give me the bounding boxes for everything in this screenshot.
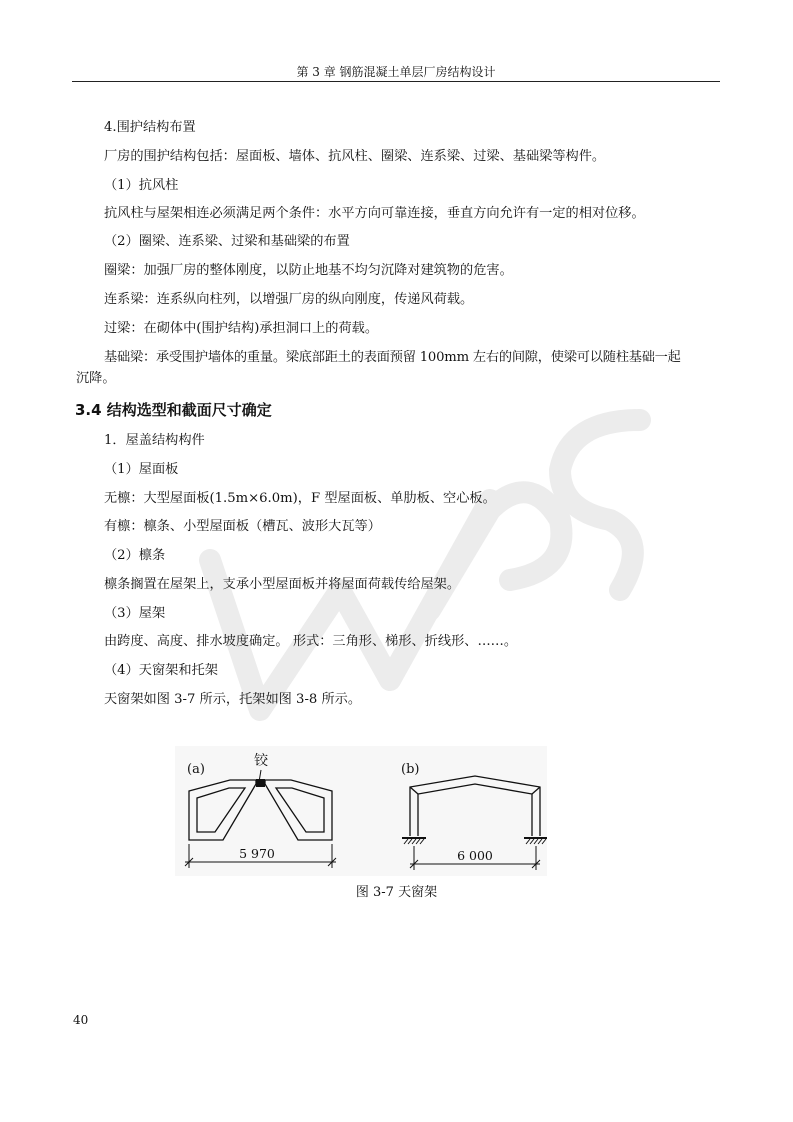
paragraph-truss-heading: （3）屋架 bbox=[104, 606, 166, 621]
figure-caption: 图 3-7 天窗架 bbox=[355, 885, 438, 900]
hinge-label: 铰 bbox=[254, 753, 268, 769]
paragraph-tie-beam: 连系梁：连系纵向柱列，以增强厂房的纵向刚度，传递风荷载。 bbox=[104, 292, 474, 307]
paragraph-enclosure-heading: 4.围护结构布置 bbox=[104, 120, 196, 135]
page-number: 40 bbox=[73, 1013, 89, 1027]
paragraph-roof-slab-heading: （1）屋面板 bbox=[104, 462, 179, 477]
paragraph-wind-column-text: 抗风柱与屋架相连必须满足两个条件：水平方向可靠连接，垂直方向允许有一定的相对位移。 bbox=[104, 206, 645, 221]
paragraph-foundation-beam: 基础梁：承受围护墙体的重量。梁底部距土的表面预留 100mm 左右的间隙，使梁可以随柱基础一起 bbox=[104, 350, 681, 365]
dimension-a-text: 5 970 bbox=[239, 846, 275, 861]
dimension-b-text: 6 000 bbox=[457, 848, 493, 863]
panel-a-label: (a) bbox=[187, 762, 205, 777]
paragraph-purlin-type: 有檩：檩条、小型屋面板（槽瓦、波形大瓦等） bbox=[104, 519, 381, 534]
figure-skylight-frame bbox=[175, 746, 547, 876]
paragraph-foundation-beam-cont: 沉降。 bbox=[76, 371, 116, 386]
paragraph-purlin-heading: （2）檩条 bbox=[104, 548, 166, 563]
paragraph-roof-components: 1．屋盖结构构件 bbox=[104, 433, 205, 448]
paragraph-beams-heading: （2）圈梁、连系梁、过梁和基础梁的布置 bbox=[104, 234, 350, 249]
paragraph-truss-text: 由跨度、高度、排水坡度确定。 形式：三角形、梯形、折线形、……。 bbox=[104, 634, 518, 649]
paragraph-skylight-heading: （4）天窗架和托架 bbox=[104, 663, 218, 678]
section-heading: 3.4 结构选型和截面尺寸确定 bbox=[75, 401, 272, 419]
paragraph-purlinless: 无檩：大型屋面板(1.5m×6.0m)，F 型屋面板、单肋板、空心板。 bbox=[104, 491, 496, 506]
header-rule bbox=[72, 81, 720, 82]
paragraph-skylight-text: 天窗架如图 3-7 所示，托架如图 3-8 所示。 bbox=[104, 692, 362, 707]
paragraph-wind-column-heading: （1）抗风柱 bbox=[104, 178, 179, 193]
hinge-block bbox=[256, 779, 265, 787]
panel-b-label: (b) bbox=[401, 762, 420, 777]
paragraph-purlin-text: 檩条搁置在屋架上，支承小型屋面板并将屋面荷载传给屋架。 bbox=[104, 577, 461, 592]
running-header: 第 3 章 钢筋混凝土单层厂房结构设计 bbox=[296, 65, 496, 79]
paragraph-ring-beam: 圈梁：加强厂房的整体刚度，以防止地基不均匀沉降对建筑物的危害。 bbox=[104, 263, 513, 278]
paragraph-lintel: 过梁：在砌体中(围护结构)承担洞口上的荷载。 bbox=[104, 321, 379, 336]
paragraph-enclosure-components: 厂房的围护结构包括：屋面板、墙体、抗风柱、圈梁、连系梁、过梁、基础梁等构件。 bbox=[104, 149, 606, 164]
